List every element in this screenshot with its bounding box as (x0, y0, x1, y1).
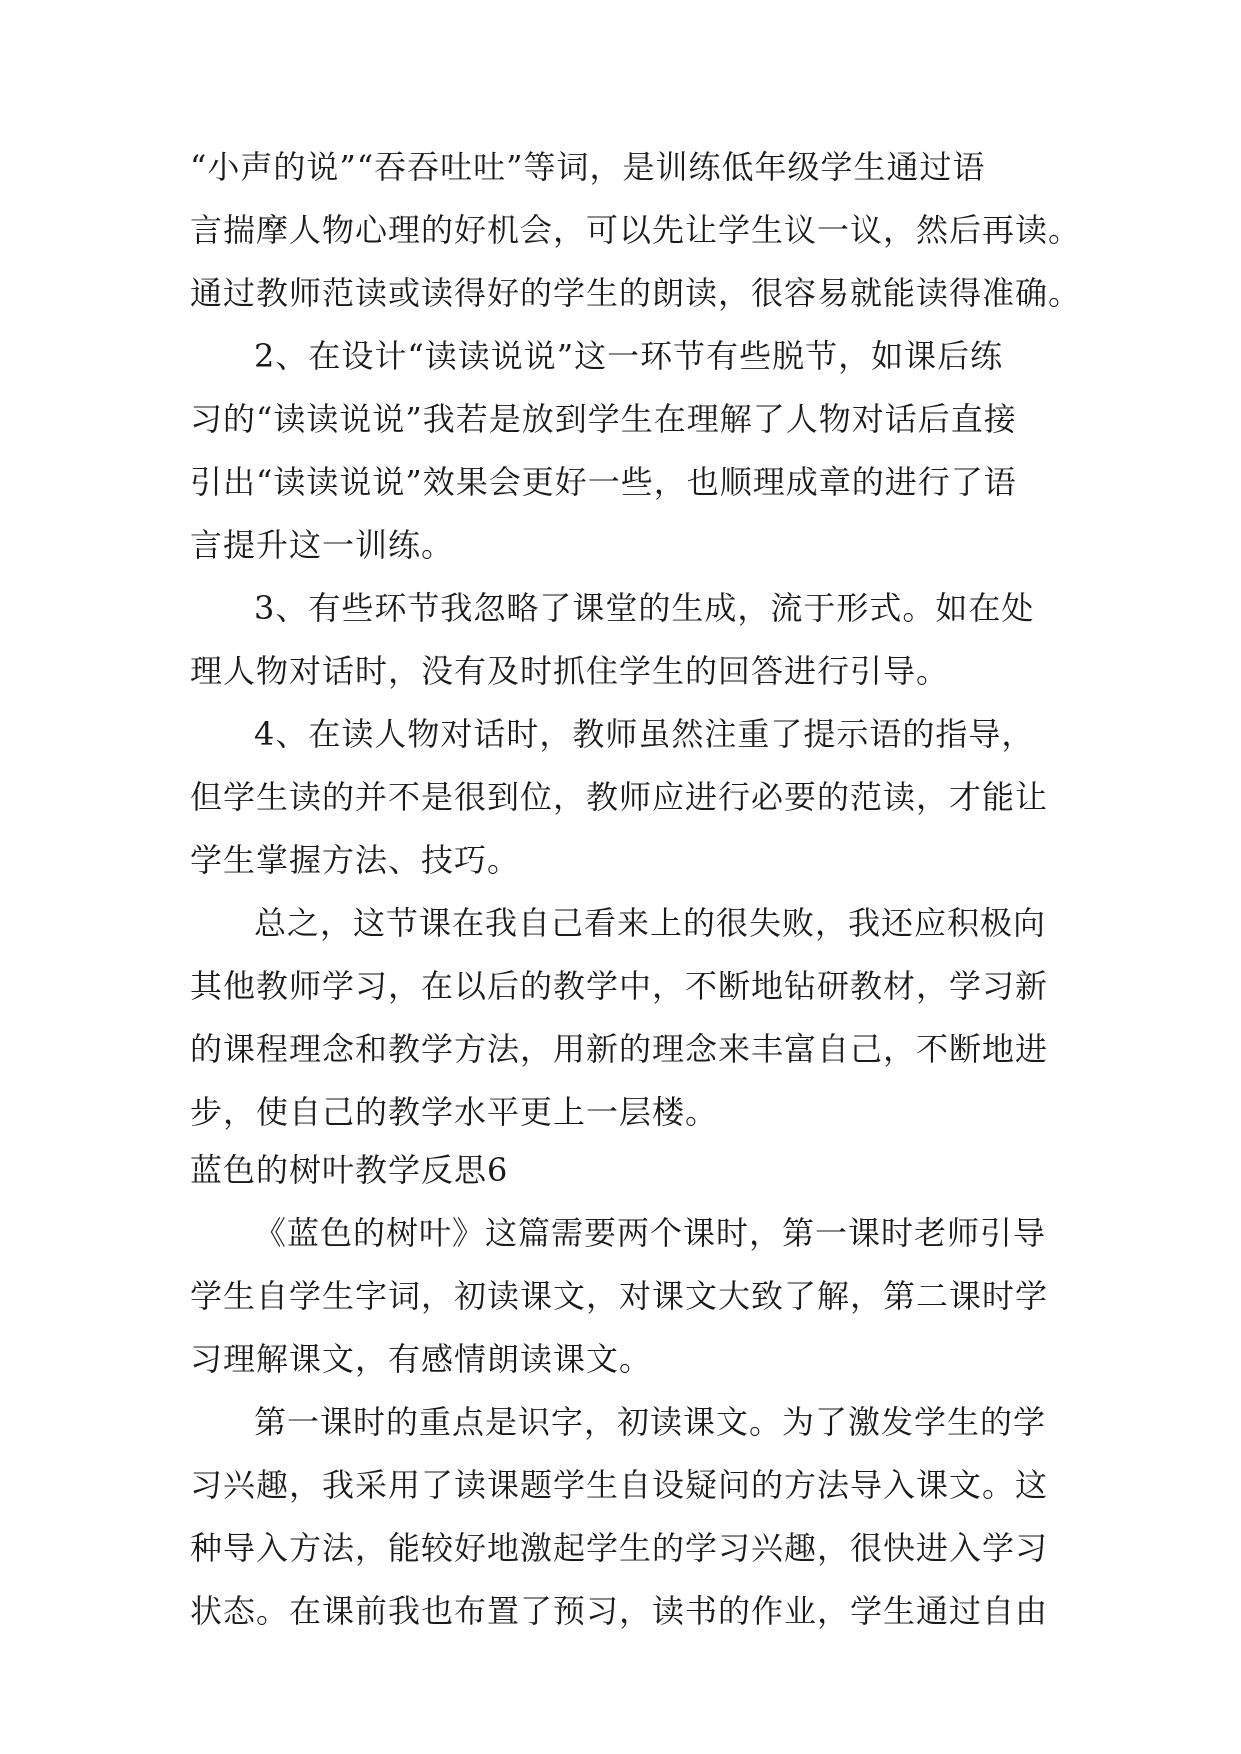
text-line: 4、在读人物对话时，教师虽然注重了提示语的指导， (254, 715, 1035, 753)
text-line: 状态。在课前我也布置了预习，读书的作业，学生通过自由 (190, 1592, 1049, 1630)
text-line: 通过教师范读或读得好的学生的朗读，很容易就能读得准确。 (190, 274, 1082, 312)
text-line: 3、有些环节我忽略了课堂的生成，流于形式。如在处 (254, 589, 1035, 627)
section-heading: 蓝色的树叶教学反思6 (190, 1151, 509, 1189)
text-line: 学生自学生字词，初读课文，对课文大致了解，第二课时学 (190, 1277, 1049, 1315)
text-line: 言揣摩人物心理的好机会，可以先让学生议一议，然后再读。 (190, 211, 1082, 249)
text-line: 习理解课文，有感情朗读课文。 (190, 1340, 653, 1378)
text-line: 第一课时的重点是识字，初读课文。为了激发学生的学 (254, 1403, 1047, 1441)
text-line: 但学生读的并不是很到位，教师应进行必要的范读，才能让 (190, 778, 1049, 816)
text-line: 步，使自己的教学水平更上一层楼。 (190, 1093, 719, 1131)
text-line: 习的“读读说说”我若是放到学生在理解了人物对话后直接 (190, 400, 1017, 438)
text-line: 2、在设计“读读说说”这一环节有些脱节，如课后练 (254, 337, 1004, 375)
text-line: 习兴趣，我采用了读课题学生自设疑问的方法导入课文。这 (190, 1466, 1049, 1504)
text-line: 学生掌握方法、技巧。 (190, 841, 521, 879)
text-line: 言提升这一训练。 (190, 526, 455, 564)
text-line: 其他教师学习，在以后的教学中，不断地钻研教材，学习新 (190, 967, 1049, 1005)
text-line: 种导入方法，能较好地激起学生的学习兴趣，很快进入学习 (190, 1529, 1049, 1567)
text-line: 的课程理念和教学方法，用新的理念来丰富自己，不断地进 (190, 1030, 1049, 1068)
text-line: 引出“读读说说”效果会更好一些，也顺理成章的进行了语 (190, 463, 1017, 501)
text-line: “小声的说”“吞吞吐吐”等词，是训练低年级学生通过语 (190, 148, 986, 186)
text-line: 理人物对话时，没有及时抓住学生的回答进行引导。 (190, 652, 950, 690)
text-line: 总之，这节课在我自己看来上的很失败，我还应积极向 (254, 904, 1047, 942)
text-line: 《蓝色的树叶》这篇需要两个课时，第一课时老师引导 (254, 1214, 1047, 1252)
